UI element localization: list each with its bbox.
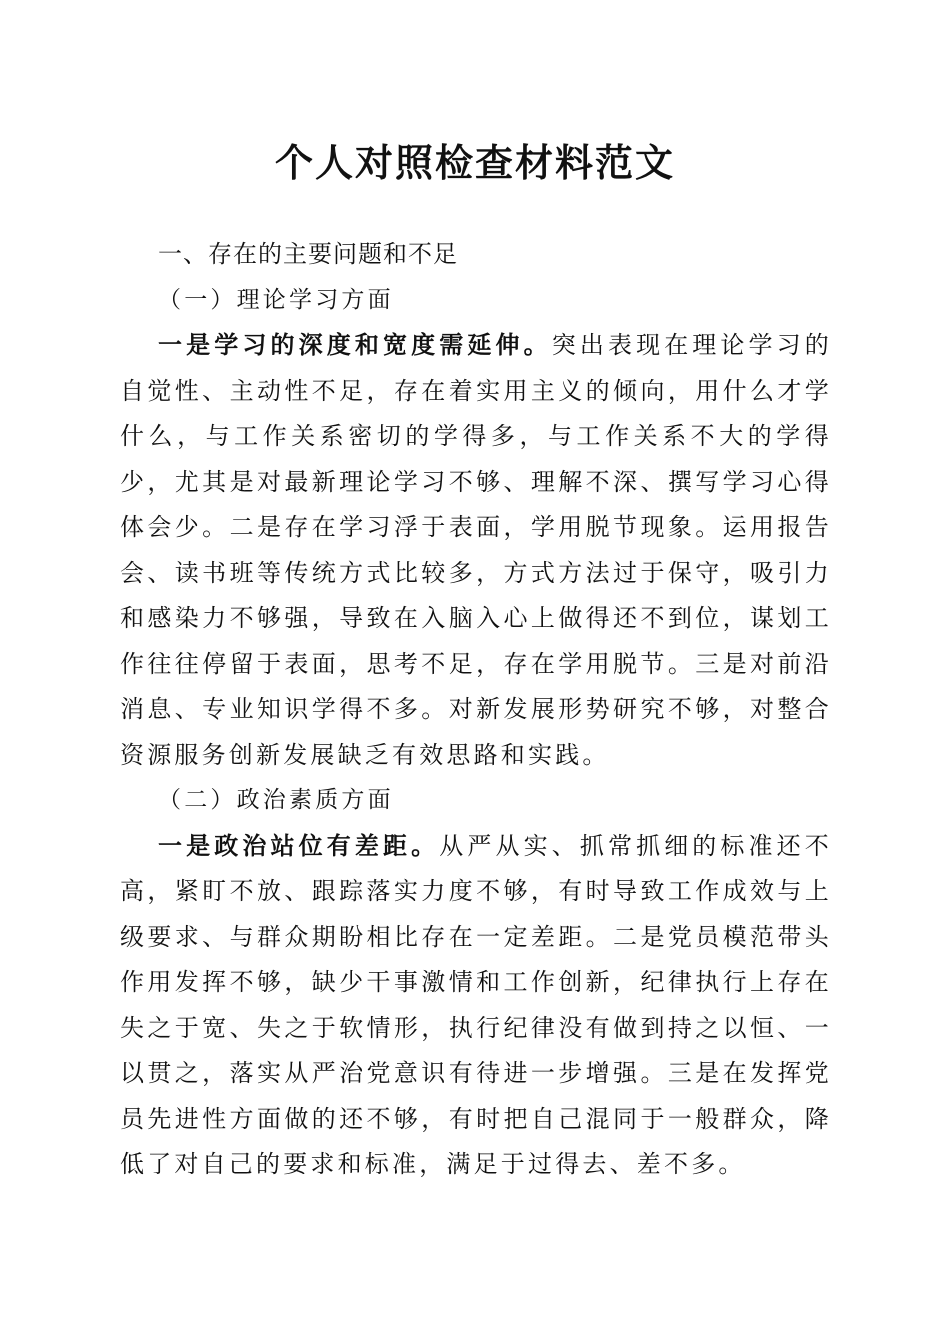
paragraph-text: 从严从实、抓常抓细的标准还不高，紧盯不放、跟踪落实力度不够，有时导致工作成效与上级要求、与群众期盼相比存在一定差距。二是党员模范带头作用发挥不够，缺少干事激情和工作创新，纪律执行上存在失之于宽、失之于软情形，执行纪律没有做到持之以恒、一以贯之，落实从严治党意识有待进一步增强。三是在发挥党员先进性方面做的还不够，有时把自己混同于一般群众，降低了对自己的要求和标准，满足于过得去、差不多。	[120, 831, 832, 1178]
paragraph-theory	[120, 323, 832, 778]
document-body	[120, 232, 832, 1188]
paragraph-lead: 一是政治站位有差距。	[158, 831, 440, 860]
document-title: 个人对照检查材料范文	[274, 140, 675, 185]
subsection-heading-politics: （二）政治素质方面	[158, 787, 394, 813]
subsection-heading-theory: （一）理论学习方面	[158, 286, 394, 313]
paragraph-lead: 一是学习的深度和宽度需延伸。	[158, 331, 552, 359]
section-heading: 一、存在的主要问题和不足	[158, 240, 458, 268]
paragraph-text: 突出表现在理论学习的自觉性、主动性不足，存在着实用主义的倾向，用什么才学什么，与工作关系密切的学得多，与工作关系不大的学得少，尤其是对最新理论学习不够、理解不深、撰写学习心得体会少。二是存在学习浮于表面，学用脱节现象。运用报告会、读书班等传统方式比较多，方式方法过于保守，吸引力和感染力不够强，导致在入脑入心上做得还不到位，谋划工作往往停留于表面，思考不足，存在学用脱节。三是对前沿消息、专业知识学得不多。对新发展形势研究不够，对整合资源服务创新发展缺乏有效思路和实践。	[120, 331, 832, 769]
paragraph-politics	[120, 824, 832, 1188]
